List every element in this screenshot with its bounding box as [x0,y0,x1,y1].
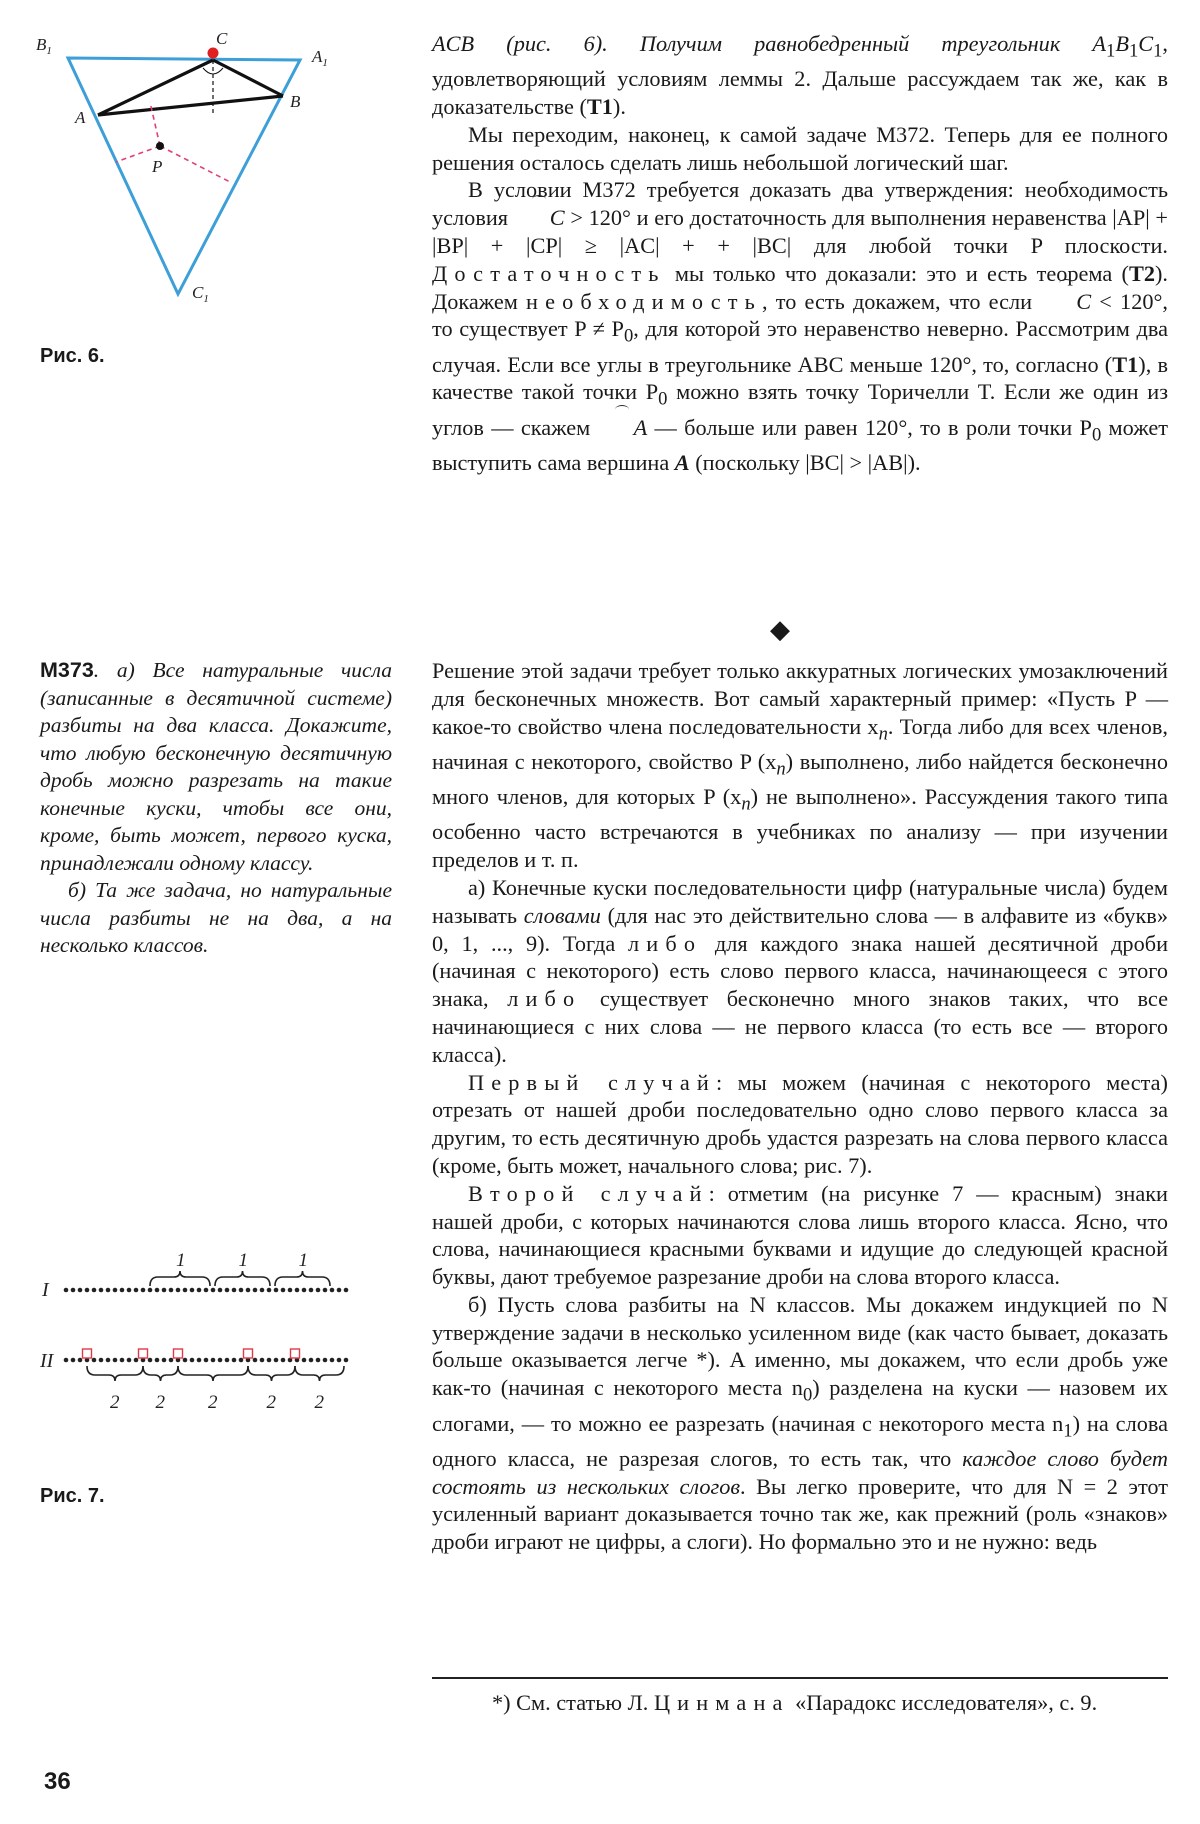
digit-dot [106,1358,111,1363]
label-p: P [152,157,163,176]
problem-part-a: М373. а) Все натуральные числа (записанные в десятичной системе) разбиты на два класса. Докажите, что любую бесконечную десятичную дробь можно разрезать на такие конечные куски, чтобы все они, кроме, быть может, первого куска, принадлежали одному классу. [40,658,392,875]
brace-class-2 [178,1366,248,1381]
digit-dot [267,1358,272,1363]
digit-dot [113,1358,118,1363]
digit-dot [71,1288,76,1293]
brace-class-1 [215,1271,270,1286]
brace-label-2: 2 [314,1392,324,1413]
digit-dot [169,1288,174,1293]
digit-dot [281,1288,286,1293]
digit-dot [120,1288,125,1293]
paragraph: Решение этой задачи требует только аккуратных логических умозаключений для бесконечных множеств. Вот самый характерный пример: «Пусть P — какое-то свойство члена последовательности $x_n$. Тогда либо для всех членов, начиная с некоторого, свойство P $(x_n)$ выполнено, либо найдется бесконечно много членов, для которых P $(x_n)$ не выполнено». Рассуждения такого типа особенно часто встречаются в учебниках по анализу — при изучении пределов и т. п. [432,658,1168,873]
digit-dot [155,1358,160,1363]
digit-dot [288,1288,293,1293]
segment-cb [213,60,283,96]
digit-dot [232,1358,237,1363]
digit-dot [309,1358,314,1363]
digit-dot [344,1288,349,1293]
segment-ab [98,96,283,115]
digit-dot [337,1358,342,1363]
digit-dot [239,1288,244,1293]
digit-dot [141,1288,146,1293]
brace-label-2: 2 [155,1392,165,1413]
digit-dot [323,1288,328,1293]
digit-dot [127,1288,132,1293]
digit-dot [162,1288,167,1293]
label-b1: $B_1$ [36,35,52,57]
paragraph: Мы переходим, наконец, к самой задаче М372. Теперь для ее полного решения осталось сделать лишь небольшой логический шаг. [432,121,1168,175]
digit-dot [64,1358,69,1363]
proof-continuation [432,30,1168,477]
label-c: C [216,29,228,48]
brace-label-2: 2 [110,1392,120,1413]
paragraph: б) Пусть слова разбиты на N классов. Мы докажем индукцией по N утверждение задачи в несколько усиленном виде (как часто бывает, доказать больше оказывается легче *). А именно, мы докажем, что если дробь уже как-то (начиная с некоторого места $n_0$) разделена на куски — назовем их слогами, — то можно ее разрезать (начиная с некоторого места $n_1$) на слова одного класса, не разрезая слогов, то есть так, что каждое слово будет состоять из нескольких слогов. Вы легко проверите, что для N = 2 этот усиленный вариант доказывается точно так же, как прежний (роль «знаков» дроби играют не цифры, а слоги). Но формально это и не нужно: ведь [432,1291,1168,1555]
row-1-label: I [42,1279,49,1301]
digit-dot [162,1358,167,1363]
brace-class-1 [275,1271,330,1286]
digit-dot [204,1288,209,1293]
red-marker [174,1349,183,1358]
red-marker [139,1349,148,1358]
digit-dot [64,1288,69,1293]
digit-dot [197,1288,202,1293]
digit-dot [99,1358,104,1363]
brace-class-2 [87,1366,143,1381]
brace-label-1: 1 [298,1250,308,1271]
figure-7 [40,1230,410,1460]
footnote [432,1689,1168,1717]
figure-7-caption: Рис. 7. [40,1485,105,1507]
digit-dot [239,1358,244,1363]
digit-dot [267,1288,272,1293]
brace-class-2 [295,1366,344,1381]
digit-dot [134,1358,139,1363]
digit-dot [323,1358,328,1363]
outer-triangle [68,58,300,294]
digit-dot [316,1358,321,1363]
digit-dot [78,1288,83,1293]
brace-class-2 [143,1366,178,1381]
digit-dot [316,1288,321,1293]
footnote-text: *) См. статью Л. Цинмана «Парадокс исследователя», с. 9. [492,1690,1098,1715]
digit-dot [260,1358,265,1363]
digit-dot [85,1288,90,1293]
brace-label-2: 2 [208,1392,218,1413]
brace-label-1: 1 [176,1250,186,1271]
point-p [156,142,164,150]
paragraph: ACB (рис. 6). Получим равнобедренный треугольник $A_1B_1C_1$, удовлетворяющий условиям леммы 2. Дальше рассуждаем так же, как в доказательстве (T1). [432,31,1168,120]
digit-dot [330,1288,335,1293]
digit-dot [260,1288,265,1293]
digit-dot [337,1288,342,1293]
red-marker [244,1349,253,1358]
figure-6 [28,28,378,358]
figure-6-caption: Рис. 6. [40,345,105,367]
digit-dot [197,1358,202,1363]
digit-dot [246,1288,251,1293]
brace-label-2: 2 [266,1392,276,1413]
digit-dot [106,1288,111,1293]
digit-dot [302,1358,307,1363]
digit-dot [211,1358,216,1363]
label-a1: $A_1$ [312,47,328,69]
digit-dot [302,1288,307,1293]
red-marker [83,1349,92,1358]
digit-dot [309,1288,314,1293]
digit-dot [190,1358,195,1363]
brace-class-2 [248,1366,295,1381]
digit-dot [274,1288,279,1293]
digit-dot [99,1288,104,1293]
section-separator: ◆ [770,615,790,644]
digit-dot [330,1358,335,1363]
digit-dot [120,1358,125,1363]
digit-dot [218,1358,223,1363]
row-2-label: II [40,1350,54,1372]
digit-dot [190,1288,195,1293]
paragraph: Второй случай: отметим (на рисунке 7 — красным) знаки нашей дроби, с которых начинаются слова лишь второго класса. Ясно, что слова, начинающиеся красными буквами и идущие до следующей красной буквы, дают требуемое разрезание дроби на слова второго класса. [432,1180,1168,1290]
brace-label-1: 1 [238,1250,248,1271]
digit-dot [92,1358,97,1363]
digit-dot [253,1288,258,1293]
footnote-rule [432,1677,1168,1679]
digit-dot [71,1358,76,1363]
digit-dot [78,1358,83,1363]
digit-dot [344,1358,349,1363]
digit-dot [232,1288,237,1293]
digit-dot [183,1288,188,1293]
digit-dot [211,1288,216,1293]
page-number: 36 [44,1768,71,1795]
digit-dot [113,1288,118,1293]
digit-dot [225,1288,230,1293]
paragraph: В условии М372 требуется доказать два утверждения: необходимость условия C > 120° и его достаточность для выполнения неравенства |AP| + |BP| + |CP| ≥ |AC| + + |BC| для любой точки P плоскости. Достаточность мы только что доказали: это и есть теорема (T2). Докажем необходимость, то есть докажем, что если C < 120°, то существует $P \ne P_0$, для которой это неравенство неверно. Рассмотрим два случая. Если все углы в треугольнике ABC меньше 120°, то, согласно (T1), в качестве такой точки $P_0$ можно взять точку Торичелли T. Если же один из углов — скажем A — больше или равен 120°, то в роли точки $P_0$ может выступить сама вершина A (поскольку |BC| > |AB|). [432,177,1169,475]
digit-dot [253,1358,258,1363]
solution-text [432,657,1168,1556]
label-a: A [75,108,86,127]
digit-dot [92,1288,97,1293]
digit-dot [148,1358,153,1363]
digit-dot [281,1358,286,1363]
digit-dot [183,1358,188,1363]
digit-dot [148,1288,153,1293]
digit-dot [295,1288,300,1293]
problem-m373 [40,657,392,960]
digit-dot [218,1288,223,1293]
segment-ac [98,60,213,115]
label-c1: $C_1$ [192,283,209,305]
digit-dot [155,1288,160,1293]
paragraph: Первый случай: мы можем (начиная с некоторого места) отрезать от нашей дроби последовательно одно слово первого класса за другим, то есть десятичную дробь удастся разрезать на слова первого класса (кроме, быть может, начального слова; рис. 7). [432,1069,1168,1178]
digit-dot [274,1358,279,1363]
problem-part-b: б) Та же задача, но натуральные числа разбиты не на два, а на несколько классов. [40,878,392,957]
digit-dot [127,1358,132,1363]
point-c-red [208,48,219,59]
brace-class-1 [150,1271,210,1286]
perp-to-a1c1 [160,146,232,183]
digit-dot [169,1358,174,1363]
paragraph: а) Конечные куски последовательности цифр (натуральные числа) будем называть словами (для нас это действительно слова — в алфавите из «букв» 0, 1, ..., 9). Тогда либо для каждого знака нашей десятичной дроби (начиная с некоторого) есть слово первого класса, начинающееся с этого знака, либо существует бесконечно много знаков таких, что все начинающиеся с них слова — не первого класса (то есть все — второго класса). [432,874,1168,1067]
digit-dot [204,1358,209,1363]
label-b: B [290,92,301,111]
digit-dot [176,1288,181,1293]
red-marker [291,1349,300,1358]
digit-dot [134,1288,139,1293]
digit-dot [225,1358,230,1363]
